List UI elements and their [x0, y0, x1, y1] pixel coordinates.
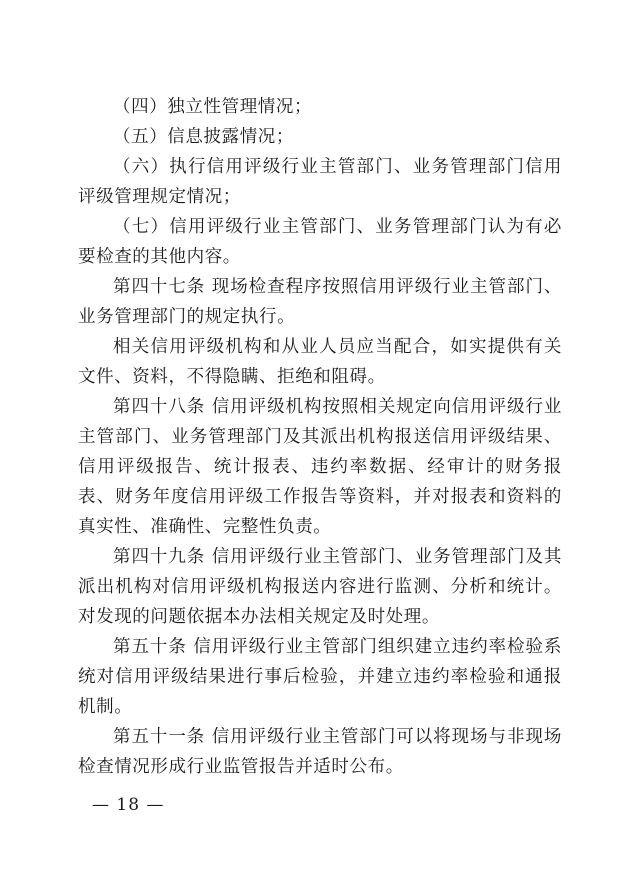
paragraph-item-6: （六）执行信用评级行业主管部门、业务管理部门信用评级管理规定情况；: [78, 157, 562, 207]
article-49: 第四十九条 信用评级行业主管部门、业务管理部门及其派出机构对信用评级机构报送内容进行监测、分析和统计。对发现的问题依据本办法相关规定及时处理。: [78, 547, 562, 627]
paragraph-item-5: （五）信息披露情况；: [113, 127, 294, 147]
paragraph-item-4: （四）独立性管理情况；: [113, 97, 313, 117]
article-47: 第四十七条 现场检查程序按照信用评级行业主管部门、业务管理部门的规定执行。: [78, 277, 562, 327]
article-47-clause-2: 相关信用评级机构和从业人员应当配合，如实提供有关文件、资料，不得隐瞒、拒绝和阻碍。: [78, 337, 562, 387]
document-body: [78, 92, 562, 782]
paragraph-item-7: （七）信用评级行业主管部门、业务管理部门认为有必要检查的其他内容。: [78, 217, 562, 267]
article-51: 第五十一条 信用评级行业主管部门可以将现场与非现场检查情况形成行业监管报告并适时公布。: [78, 727, 562, 777]
page-number: — 18 —: [92, 795, 165, 815]
article-50: 第五十条 信用评级行业主管部门组织建立违约率检验系统对信用评级结果进行事后检验，并建立违约率检验和通报机制。: [78, 637, 562, 717]
article-48: 第四十八条 信用评级机构按照相关规定向信用评级行业主管部门、业务管理部门及其派出机构报送信用评级结果、信用评级报告、统计报表、违约率数据、经审计的财务报表、财务年度信用评级工作报告等资料，并对报表和资料的真实性、准确性、完整性负责。: [78, 397, 562, 537]
